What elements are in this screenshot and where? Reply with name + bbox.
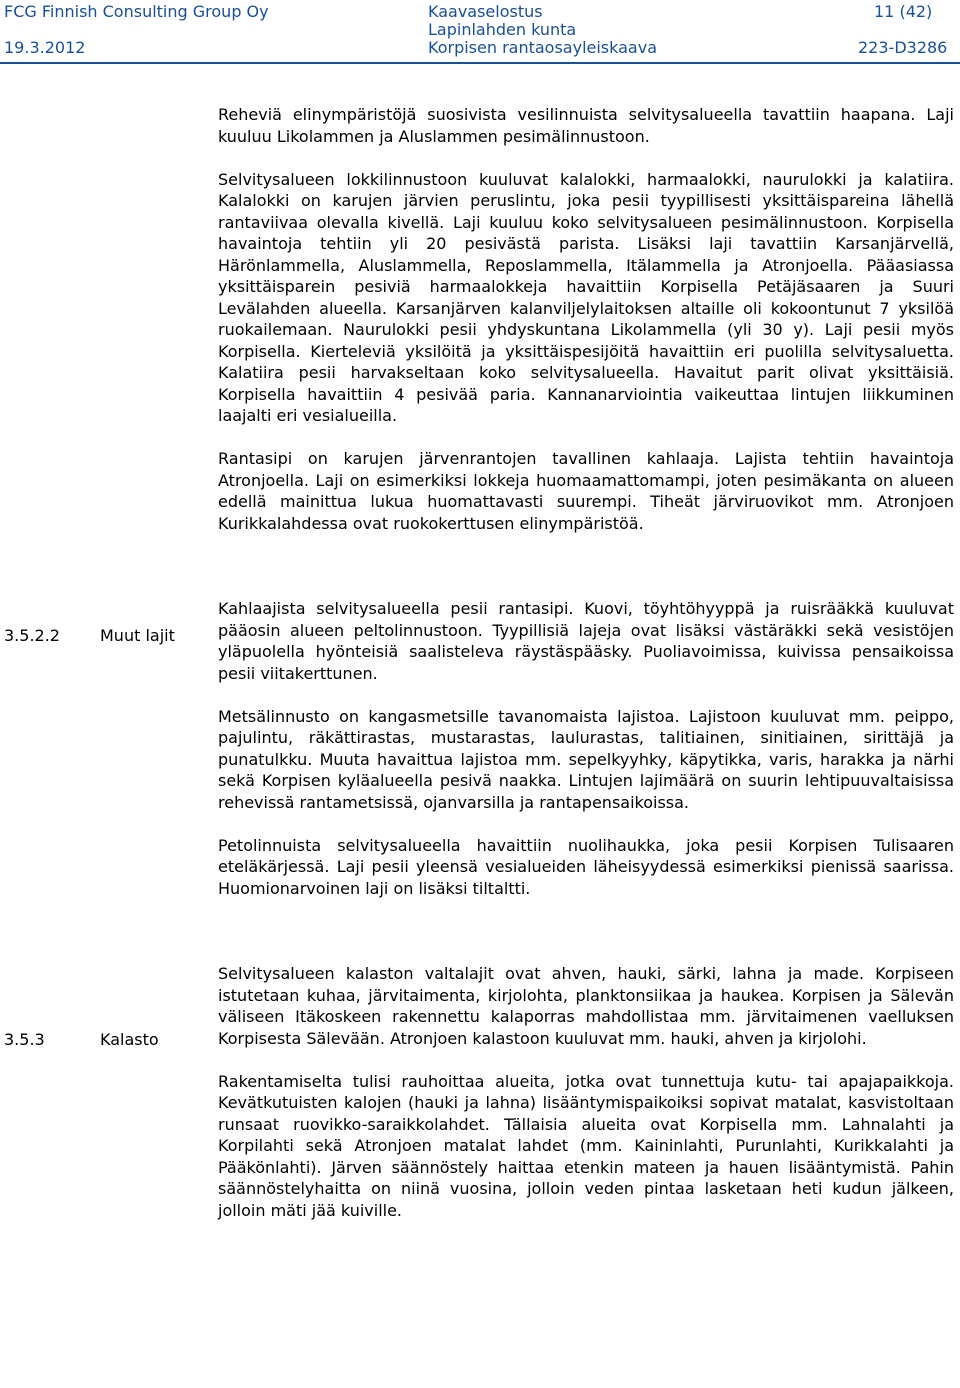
header-divider xyxy=(0,62,960,64)
company-name: FCG Finnish Consulting Group Oy xyxy=(4,2,269,21)
section-title: Kalasto xyxy=(100,1030,159,1049)
paragraph-fish-species: Selvitysalueen kalaston valtalajit ovat ahven, hauki, särki, lahna ja made. Korpiseen istutetaan kuhaa, järvitaimenta, kirjolohta, planktonsiikaa ja haukea. Korpisen ja Sälevän väliseen Itäkoskeen rakennettu kalaporras mahdollistaa mm. järvitaimenen vaelluksen Korpisesta Sälevään. Atronjoen kalastoon kuuluvat mm. hauki, ahven ja kirjolohi. xyxy=(218,964,954,1048)
section-number: 3.5.2.2 xyxy=(4,626,60,645)
paragraph-spawning-areas: Rakentamiselta tulisi rauhoittaa alueita, jotka ovat tunnettuja kutu- tai apajapaikkoja. Kevätkutuisten kalojen (hauki ja lahna) lisääntymispaikoiksi sopivat matalat, kasvistoltaan runsaat ruovikko-saraikkolahdet. Tällaisia alueita ovat Korpisella mm. Lahnalahti ja Korpilahti sekä Atronjoen matalat lahdet (mm. Kaininlahti, Purunlahti, Kurikkalahti ja Pääkönlahti). Järven säännöstely haittaa etenkin mateen ja hauen lisääntymistä. Pahin säännöstelyhaitta on niinä vuosina, jolloin veden pintaa lasketaan heti kudun jälkeen, jolloin mäti jää kuiville. xyxy=(218,1071,954,1220)
paragraph-forest-birds: Metsälinnusto on kangasmetsille tavanomaista lajistoa. Lajistoon kuuluvat mm. peippo, pajulintu, räkättirastas, mustarastas, laulurastas, talitiainen, sinitiainen, sirittäjä ja punatulkku. Muuta havaittua lajistoa mm. sepelkyyhky, käpytikka, varis, harakka ja närhi sekä Korpisen kyläalueella pesivä naakka. Lintujen lajimäärä on suurin lehtipuuvaltaisissa rehevissä rantametsissä, ojanvarsilla ja rantapensaikoissa. xyxy=(218,706,954,812)
paragraph-sandpiper: Rantasipi on karujen järvenrantojen tavallinen kahlaaja. Lajista tehtiin havaintoja Atronjoella. Laji on esimerkiksi lokkeja huomaamattomampi, joten pesimäkanta on alueen edellä mainittua lukua huomattavasti suurempi. Tiheät järviruovikot mm. Atronjoen Kurikkalahdessa ovat ruokokerttusen elinympäristöä. xyxy=(218,449,954,533)
body-text xyxy=(218,104,954,1243)
page-number: 11 (42) xyxy=(874,2,933,21)
section-title: Muut lajit xyxy=(100,626,175,645)
section-heading-muut-lajit xyxy=(4,626,175,645)
municipality: Lapinlahden kunta xyxy=(428,20,577,39)
section-heading-kalasto xyxy=(4,1030,159,1049)
document-code: 223-D3286 xyxy=(858,38,948,57)
paragraph-raptors: Petolinnuista selvitysalueella havaittiin nuolihaukka, joka pesii Korpisen Tulisaaren eteläkärjessä. Laji pesii yleensä vesialueiden läheisyydessä esimerkiksi pienissä saarissa. Huomionarvoinen laji on lisäksi tiltaltti. xyxy=(218,835,954,898)
page-header xyxy=(0,0,960,62)
paragraph-gulls: Selvitysalueen lokkilinnustoon kuuluvat kalalokki, harmaalokki, naurulokki ja kalatiira. Kalalokki on karujen järvien peruslintu, joka pesii tyypillisesti yksittäispareina lähellä rantaviivaa olevalla kivellä. Laji kuuluu koko selvitysalueen pesimälinnustoon. Korpisella havaintoja tehtiin yli 20 pesivästä parista. Lisäksi laji tavattiin Karsanjärvellä, Härönlammella, Aluslammella, Reposlammella, Itälammella ja Atronjoella. Pääasiassa yksittäisparein pesiviä harmaalokkeja havaittiin Korpisella Petäjäsaaren ja Suuri Levälahden alueella. Karsanjärven kalanviljelylaitoksen altaille oli kokoontunut 7 yksilöä ruokailemaan. Naurulokki pesii yhdyskuntana Likolammella (yli 30 y). Laji pesii myös Korpisella. Kierteleviä yksilöitä ja yksittäispesijöitä havaittiin eri puolilla selvitysaluetta. Kalatiira pesii harvakseltaan koko selvitysalueella. Havaitut parit olivat yksittäisiä. Korpisella havaittiin 4 pesivää paria. Kannanarviointia vaikeuttaa lintujen liikkuminen laajalti eri vesialueilla. xyxy=(218,169,954,425)
paragraph-waders: Kahlaajista selvitysalueella pesii rantasipi. Kuovi, töyhtöhyyppä ja ruisrääkkä kuuluvat pääosin alueen peltolinnustoon. Tyypillisiä lajeja ovat lisäksi västäräkki sekä vesistöjen yläpuolella hyönteisiä saalisteleva räystäspääsky. Puoliavoimissa, kuivissa pensaikoissa pesii viitakerttunen. xyxy=(218,599,954,683)
paragraph-waterbirds: Reheviä elinympäristöjä suosivista vesilinnuista selvitysalueella tavattiin haapana. Laji kuuluu Likolammen ja Aluslammen pesimälinnustoon. xyxy=(218,105,954,146)
section-number: 3.5.3 xyxy=(4,1030,45,1049)
plan-name: Korpisen rantaosayleiskaava xyxy=(428,38,658,57)
document-type: Kaavaselostus xyxy=(428,2,543,21)
document-date: 19.3.2012 xyxy=(4,38,86,57)
